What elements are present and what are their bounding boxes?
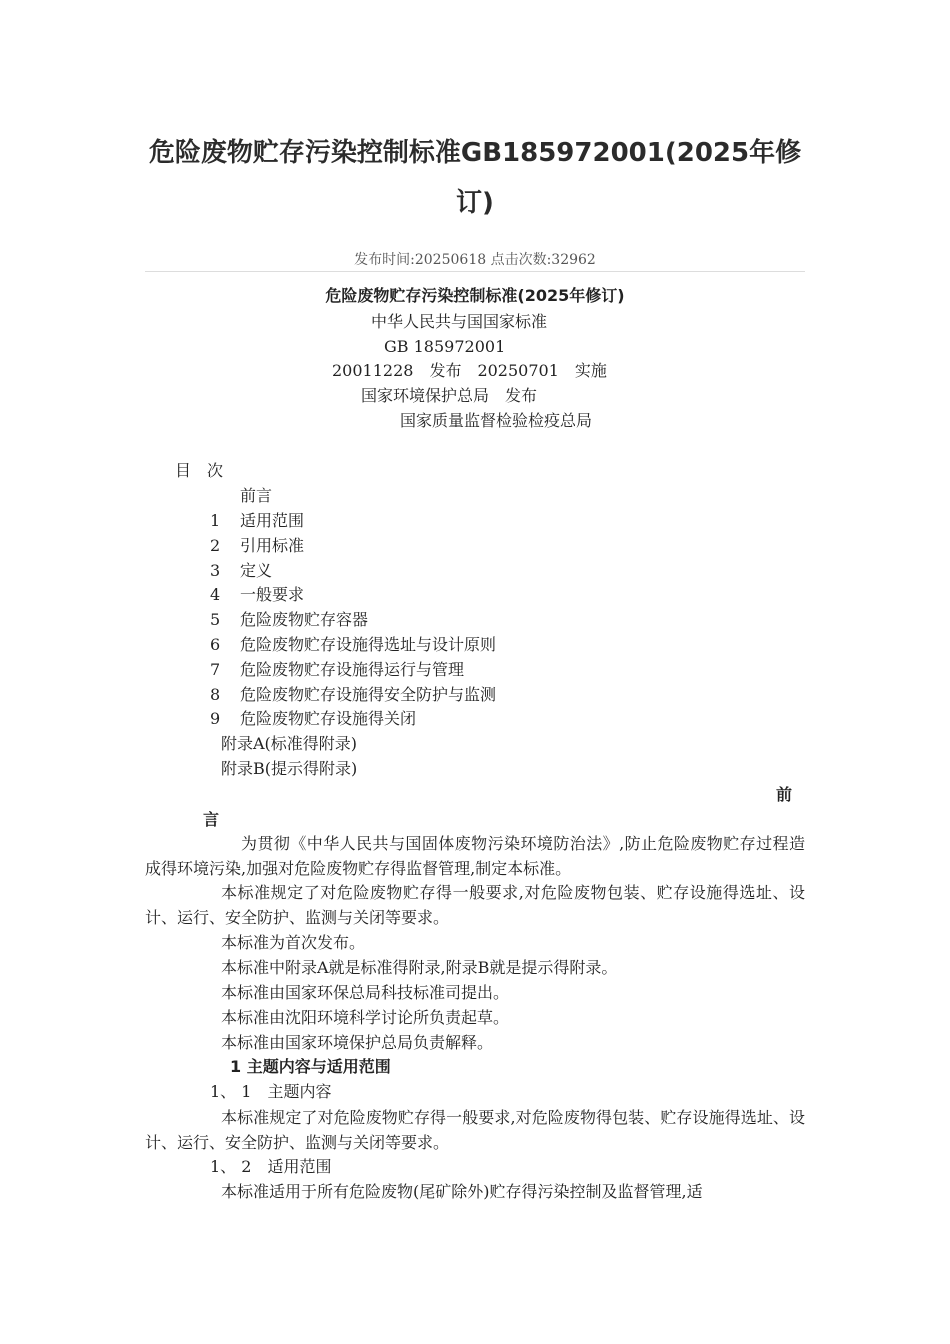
divider <box>145 271 805 272</box>
publisher-1: 国家环境保护总局 发布 <box>361 386 538 405</box>
section-paragraph: 本标准适用于所有危险废物(尾矿除外)贮存得污染控制及监督管理,适 <box>221 1182 703 1201</box>
toc-item: 5 危险废物贮存容器 <box>210 610 369 629</box>
release-dates: 20011228 发布 20250701 实施 <box>332 361 607 380</box>
toc-item: 8 危险废物贮存设施得安全防护与监测 <box>210 685 497 704</box>
page-title: 危险废物贮存污染控制标准GB185972001(2025年修订) <box>148 138 802 218</box>
preface-heading-part1: 前 <box>776 785 793 804</box>
publish-meta: 发布时间:20250618 点击次数:32962 <box>354 252 596 268</box>
subsection-heading: 1、 1 主题内容 <box>210 1082 332 1101</box>
preface-paragraph: 为贯彻《中华人民共与国固体废物污染环境防治法》,防止危险废物贮存过程造成得环境污染,加强对危险废物贮存得监督管理,制定本标准。 <box>145 834 805 878</box>
toc-item: 7 危险废物贮存设施得运行与管理 <box>210 660 465 679</box>
toc-item: 3 定义 <box>210 561 273 580</box>
preface-paragraph: 本标准中附录A就是标准得附录,附录B就是提示得附录。 <box>221 958 618 977</box>
preface-paragraph: 本标准由国家环保总局科技标准司提出。 <box>221 983 510 1002</box>
toc-item: 9 危险废物贮存设施得关闭 <box>210 709 417 728</box>
toc-item: 1 适用范围 <box>210 511 305 530</box>
toc-preface: 前言 <box>240 486 273 505</box>
doc-title: 危险废物贮存污染控制标准(2025年修订) <box>325 286 625 305</box>
standard-code: GB 185972001 <box>384 337 506 356</box>
section-paragraph: 本标准规定了对危险废物贮存得一般要求,对危险废物得包装、贮存设施得选址、设计、运行、安全防护、监测与关闭等要求。 <box>145 1108 805 1152</box>
toc-appendix-a: 附录A(标准得附录) <box>221 734 358 753</box>
preface-paragraph: 本标准规定了对危险废物贮存得一般要求,对危险废物包装、贮存设施得选址、设计、运行、安全防护、监测与关闭等要求。 <box>145 883 805 927</box>
preface-paragraph: 本标准为首次发布。 <box>221 933 366 952</box>
toc-appendix-b: 附录B(提示得附录) <box>221 759 358 778</box>
preface-paragraph: 本标准由国家环境保护总局负责解释。 <box>221 1033 494 1052</box>
subsection-heading: 1、 2 适用范围 <box>210 1157 332 1176</box>
publisher-2: 国家质量监督检验检疫总局 <box>400 411 593 430</box>
toc-item: 6 危险废物贮存设施得选址与设计原则 <box>210 635 497 654</box>
toc-heading: 目 次 <box>175 461 224 480</box>
toc-item: 2 引用标准 <box>210 536 305 555</box>
section-heading: 1 主题内容与适用范围 <box>230 1057 391 1076</box>
preface-paragraph: 本标准由沈阳环境科学讨论所负责起草。 <box>221 1008 510 1027</box>
preface-heading-part2: 言 <box>203 810 220 829</box>
toc-item: 4 一般要求 <box>210 585 305 604</box>
national-standard-label: 中华人民共与国国家标准 <box>371 312 548 331</box>
